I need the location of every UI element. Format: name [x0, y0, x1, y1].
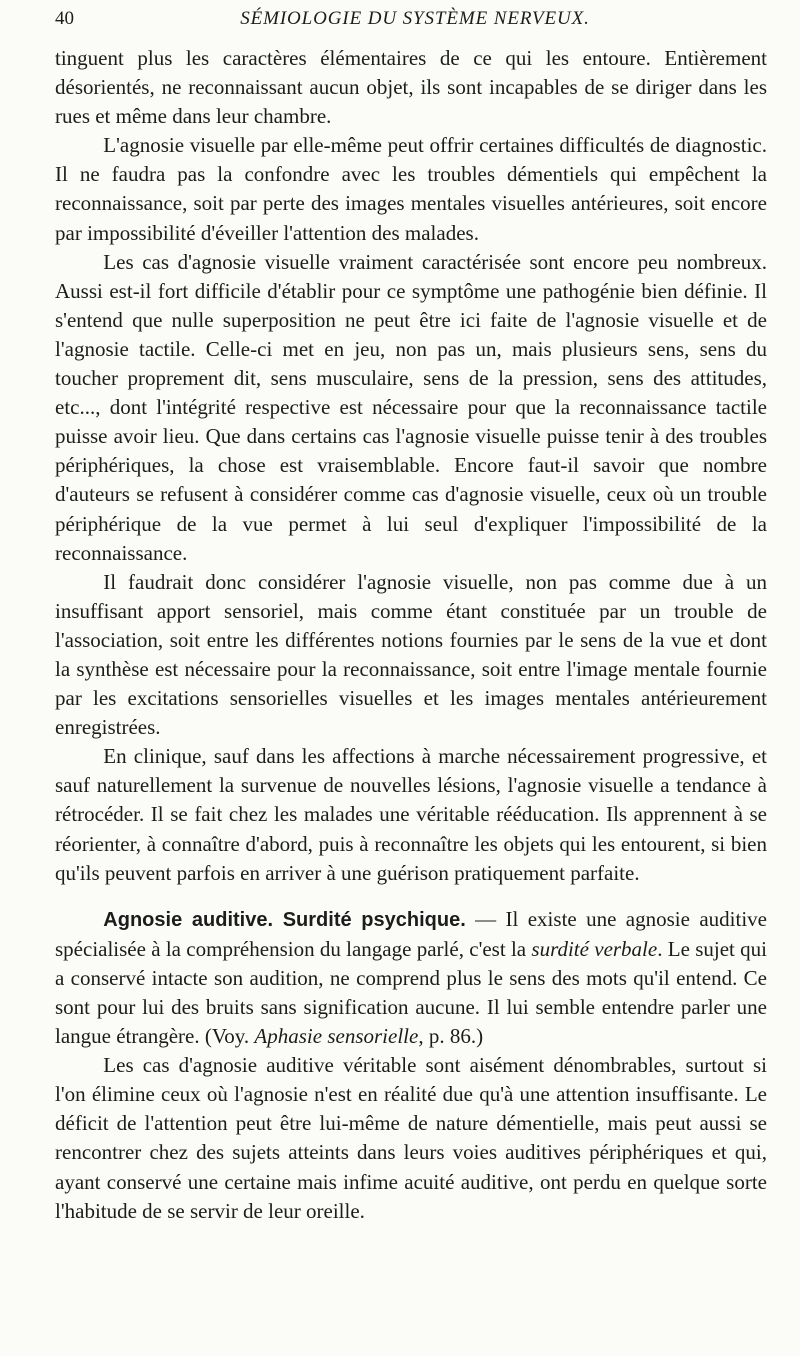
paragraph-6-text-c: , p. 86.)	[418, 1024, 484, 1049]
paragraph-2: L'agnosie visuelle par elle-même peut offrir certaines difficultés de diagnostic. Il ne faudra pas la confondre avec les troubles démentiels qui empêchent la reconnaissance, soit par perte des images mentales visuelles antérieures, soit encore par impossibilité d'éveiller l'attention des malades.	[55, 133, 767, 245]
page-header	[55, 8, 775, 34]
paragraph-6	[55, 905, 767, 1051]
paragraph-6-text-b: . Le sujet qui a conservé intacte son audition, ne comprend plus le sens des mots qu'il entend. Ce sont pour lui des bruits sans signification aucune. Il lui semble entendre parler une langue étrangère. (Voy.	[55, 936, 767, 1049]
body-text	[55, 44, 767, 1226]
paragraph-1: tinguent plus les caractères élémentaires de ce qui les entoure. Entièrement désorientés, ne reconnaissant aucun objet, ils sont incapables de se diriger dans les rues et même dans leur chambre.	[55, 46, 767, 129]
term-surdite-verbale: surdité verbale	[531, 936, 658, 961]
paragraph-7: Les cas d'agnosie auditive véritable sont aisément dénombrables, surtout si l'on élimine ceux où l'agnosie n'est en réalité due qu'à une attention insuffisante. Le déficit de l'attention peut être lui-même de nature démentielle, mais peut aussi se rencontrer chez des sujets atteints dans leurs voies auditives périphériques et qui, ayant conservé une certaine mais infime acuité auditive, ont perdu en quelque sorte l'habitude de se servir de leur oreille.	[55, 1053, 767, 1223]
paragraph-5: En clinique, sauf dans les affections à marche nécessairement progressive, et sauf naturellement la survenue de nouvelles lésions, l'agnosie visuelle a tendance à rétrocéder. Il se fait chez les malades une véritable rééducation. Ils apprennent à se réorienter, à connaître d'abord, puis à reconnaître les objets qui les entourent, si bien qu'ils peuvent parfois en arriver à une guérison pratiquement parfaite.	[55, 744, 767, 885]
cross-reference: Aphasie sensorielle	[254, 1024, 419, 1049]
section-heading: Agnosie auditive. Surdité psychique.	[103, 908, 466, 931]
paragraph-6-text-a: — Il existe une agnosie auditive spécialisée à la compréhension du langage parlé, c'est la	[55, 906, 767, 961]
page-number: 40	[55, 8, 74, 29]
running-title: SÉMIOLOGIE DU SYSTÈME NERVEUX.	[240, 8, 590, 29]
paragraph-4: Il faudrait donc considérer l'agnosie visuelle, non pas comme due à un insuffisant apport sensoriel, mais comme étant constituée par un trouble de l'association, soit entre les différentes notions fournies par le sens de la vue et dont la synthèse est nécessaire pour la reconnaissance, soit entre l'image mentale fournie par les excitations sensorielles visuelles et les images mentales antérieurement enregistrées.	[55, 569, 767, 740]
paragraph-3: Les cas d'agnosie visuelle vraiment caractérisée sont encore peu nombreux. Aussi est-il fort difficile d'établir pour ce symptôme une pathogénie bien définie. Il s'entend que nulle superposition ne peut être ici faite de l'agnosie visuelle et de l'agnosie tactile. Celle-ci met en jeu, non pas un, mais plusieurs sens, sens du toucher proprement dit, sens musculaire, sens de la pression, sens des attitudes, etc..., dont l'intégrité respective est nécessaire pour que la reconnaissance tactile puisse avoir lieu. Que dans certains cas l'agnosie visuelle puisse tenir à des troubles périphériques, la chose est vraisemblable. Encore faut-il savoir que nombre d'auteurs se refusent à considérer comme cas d'agnosie visuelle, ceux où un trouble périphérique de la vue permet à lui seul d'expliquer l'impossibilité de la reconnaissance.	[55, 249, 767, 565]
